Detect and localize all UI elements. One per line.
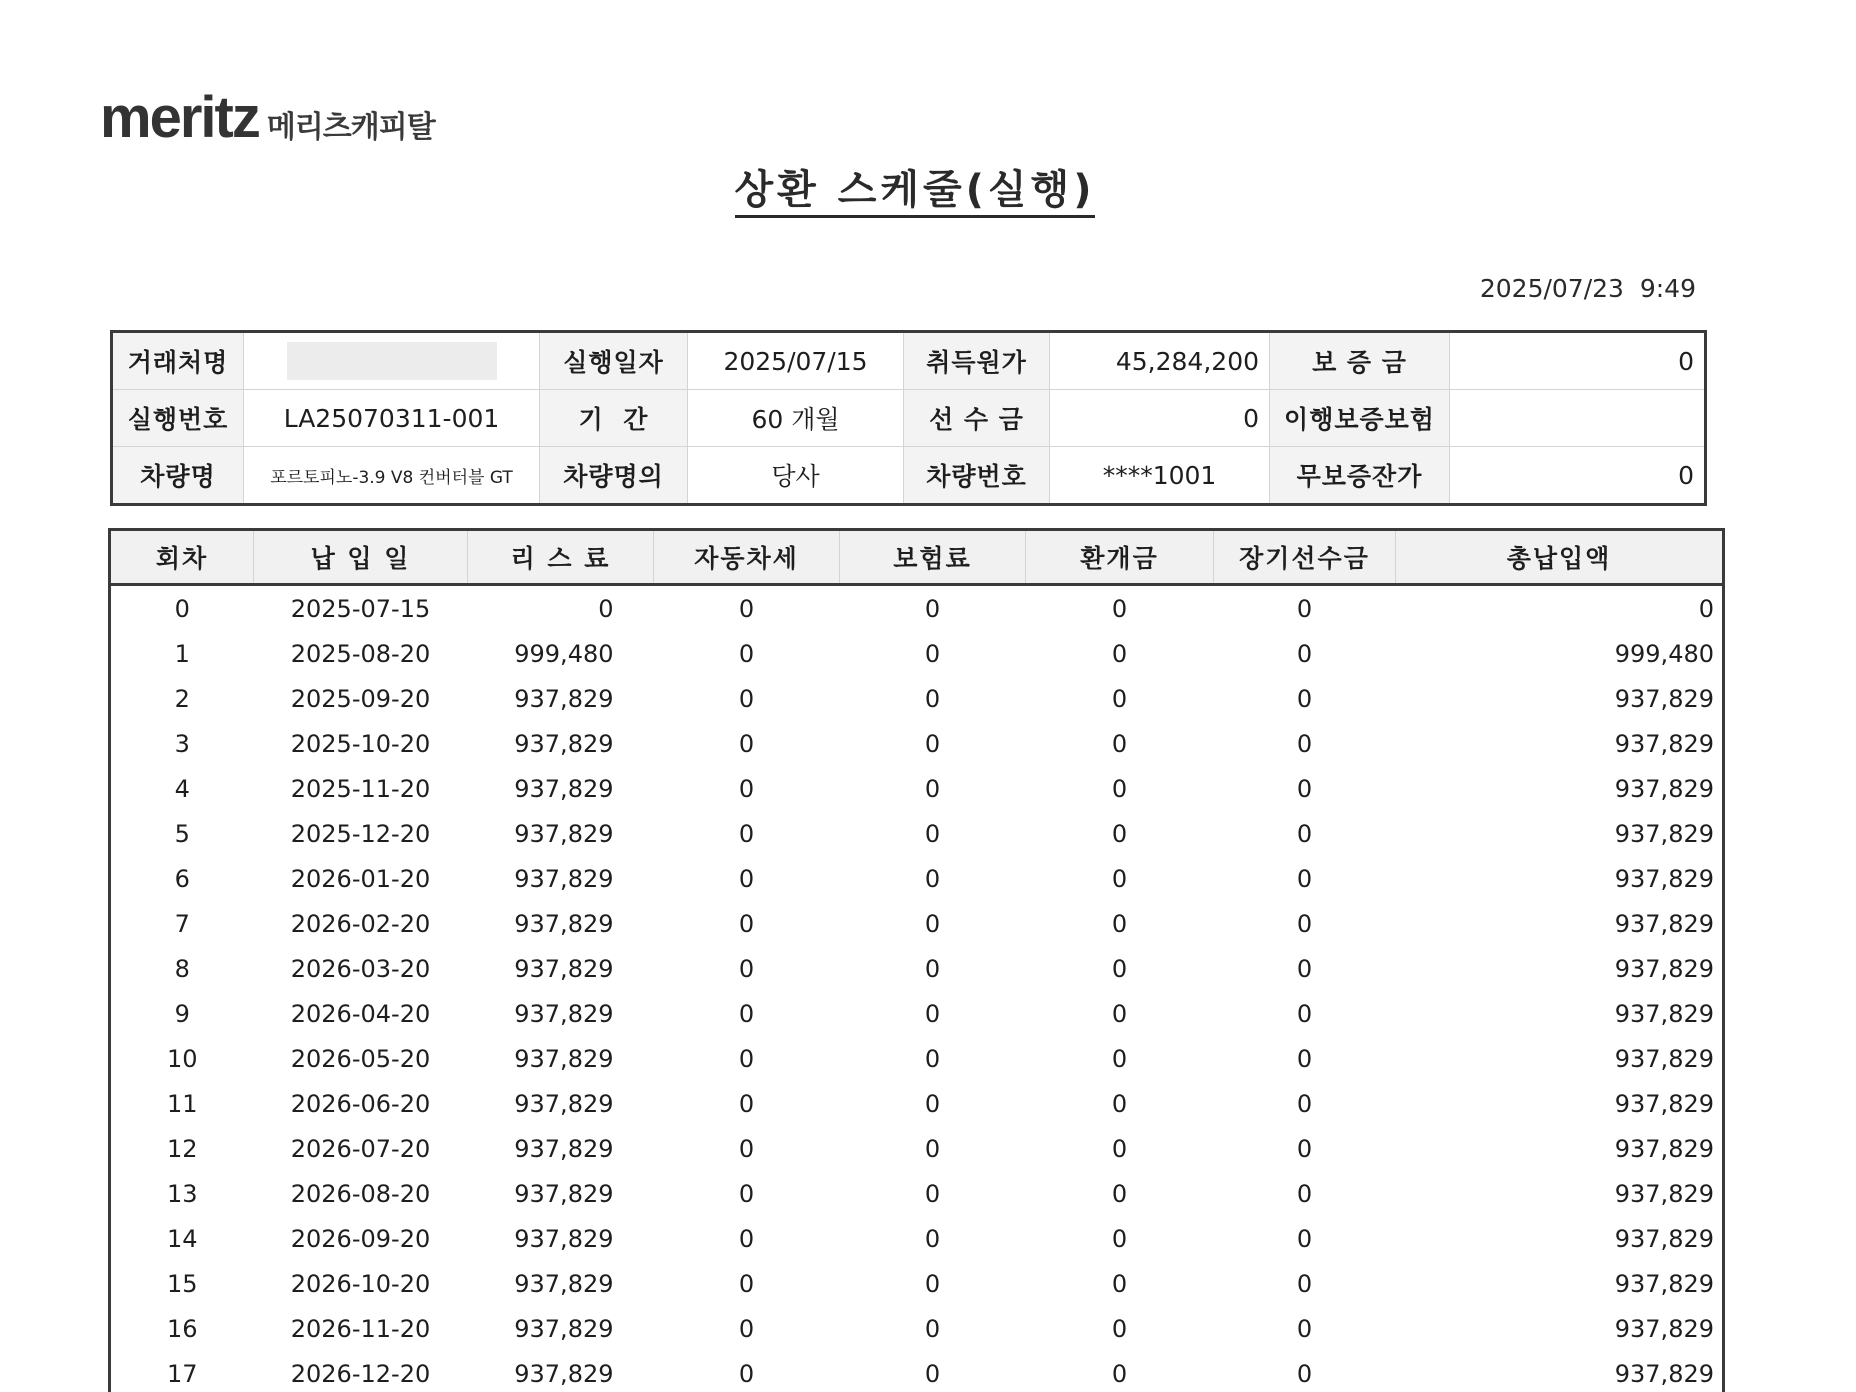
exec-date-label: 실행일자 [540,332,688,390]
cell-car-tax: 0 [738,1224,755,1253]
vehicle-name-label: 차량명 [112,447,244,505]
advance-value: 0 [1050,390,1270,447]
cell-total-payment: 937,829 [1614,774,1714,803]
cell-payment-date: 2026-05-20 [290,1044,431,1073]
cell-lease-fee: 937,829 [514,1179,614,1208]
cell-long-term-advance: 0 [1296,1269,1313,1298]
cell-refund: 0 [1111,1044,1128,1073]
cell-lease-fee: 937,829 [514,864,614,893]
cell-payment-date: 2025-12-20 [290,819,431,848]
cell-refund: 0 [1111,729,1128,758]
cell-round: 1 [174,639,190,668]
col-header-insurance: 보험료 [840,530,1026,585]
cell-long-term-advance: 0 [1296,954,1313,983]
cell-total-payment: 937,829 [1614,1314,1714,1343]
cell-car-tax: 0 [738,954,755,983]
col-header-lease-fee: 리 스 료 [468,530,654,585]
info-row-2 [112,390,1706,447]
exec-no-value: LA25070311-001 [244,390,540,447]
document-title: 상환 스케줄(실행) [735,167,1096,218]
cell-lease-fee: 0 [598,594,614,623]
advance-label: 선 수 금 [904,390,1050,447]
cell-refund: 0 [1111,1224,1128,1253]
cell-refund: 0 [1111,1314,1128,1343]
cell-long-term-advance: 0 [1296,684,1313,713]
cell-refund: 0 [1111,954,1128,983]
cell-long-term-advance: 0 [1296,1179,1313,1208]
table-row [110,1351,1724,1392]
cell-round: 3 [174,729,190,758]
vehicle-owner-label: 차량명의 [540,447,688,505]
cell-long-term-advance: 0 [1296,594,1313,623]
cell-total-payment: 937,829 [1614,1269,1714,1298]
table-row [110,946,1724,991]
cell-total-payment: 937,829 [1614,864,1714,893]
cell-car-tax: 0 [738,774,755,803]
table-row [110,1306,1724,1351]
cell-refund: 0 [1111,1179,1128,1208]
cell-car-tax: 0 [738,864,755,893]
cell-payment-date: 2026-07-20 [290,1134,431,1163]
cell-insurance: 0 [924,774,941,803]
cell-lease-fee: 937,829 [514,819,614,848]
cell-refund: 0 [1111,909,1128,938]
cell-round: 7 [174,909,190,938]
cell-round: 12 [166,1134,198,1163]
cell-round: 5 [174,819,190,848]
table-row [110,1261,1724,1306]
info-row-3 [112,447,1706,505]
logo-wordmark: meritz [100,85,259,150]
term-label: 기 간 [540,390,688,447]
cell-round: 0 [174,594,190,623]
client-name-value [244,332,540,390]
cell-insurance: 0 [924,729,941,758]
cell-insurance: 0 [924,819,941,848]
deposit-label: 보 증 금 [1270,332,1450,390]
cell-refund: 0 [1111,999,1128,1028]
cell-car-tax: 0 [738,1269,755,1298]
cell-insurance: 0 [924,1179,941,1208]
cell-lease-fee: 937,829 [514,774,614,803]
table-row [110,901,1724,946]
cell-car-tax: 0 [738,729,755,758]
cell-car-tax: 0 [738,1359,755,1388]
table-row [110,1081,1724,1126]
cell-refund: 0 [1111,1134,1128,1163]
printed-timestamp: 2025/07/23 9:49 [1479,274,1696,303]
cell-insurance: 0 [924,909,941,938]
cell-round: 2 [174,684,190,713]
cell-long-term-advance: 0 [1296,729,1313,758]
cell-car-tax: 0 [738,639,755,668]
table-row [110,1171,1724,1216]
cell-long-term-advance: 0 [1296,909,1313,938]
cell-car-tax: 0 [738,1134,755,1163]
acq-cost-label: 취득원가 [904,332,1050,390]
cell-total-payment: 937,829 [1614,954,1714,983]
cell-refund: 0 [1111,1359,1128,1388]
cell-payment-date: 2025-10-20 [290,729,431,758]
cell-lease-fee: 937,829 [514,909,614,938]
cell-insurance: 0 [924,1359,941,1388]
cell-lease-fee: 937,829 [514,729,614,758]
cell-round: 16 [166,1314,198,1343]
table-row [110,811,1724,856]
schedule-body [110,585,1724,1392]
cell-long-term-advance: 0 [1296,1134,1313,1163]
term-value: 60 개월 [688,390,904,447]
cell-refund: 0 [1111,1089,1128,1118]
cell-total-payment: 937,829 [1614,1089,1714,1118]
cell-long-term-advance: 0 [1296,1044,1313,1073]
col-header-total-payment: 총납입액 [1396,530,1724,585]
cell-total-payment: 937,829 [1614,999,1714,1028]
cell-round: 10 [166,1044,198,1073]
cell-total-payment: 937,829 [1614,1134,1714,1163]
cell-payment-date: 2026-09-20 [290,1224,431,1253]
cell-payment-date: 2025-09-20 [290,684,431,713]
cell-long-term-advance: 0 [1296,864,1313,893]
plate-number-label: 차량번호 [904,447,1050,505]
cell-refund: 0 [1111,684,1128,713]
cell-car-tax: 0 [738,1044,755,1073]
cell-car-tax: 0 [738,594,755,623]
cell-refund: 0 [1111,864,1128,893]
table-row [110,856,1724,901]
cell-long-term-advance: 0 [1296,1359,1313,1388]
guarantee-insurance-value [1450,390,1706,447]
table-row [110,1126,1724,1171]
cell-payment-date: 2026-06-20 [290,1089,431,1118]
cell-total-payment: 937,829 [1614,684,1714,713]
cell-payment-date: 2025-11-20 [290,774,431,803]
cell-lease-fee: 937,829 [514,1224,614,1253]
schedule-header-row [110,530,1724,585]
plate-number-value: ****1001 [1050,447,1270,505]
cell-lease-fee: 937,829 [514,1089,614,1118]
col-header-round: 회차 [110,530,254,585]
exec-no-label: 실행번호 [112,390,244,447]
vehicle-owner-value: 당사 [688,447,904,505]
table-row [110,991,1724,1036]
table-row [110,721,1724,766]
cell-car-tax: 0 [738,1314,755,1343]
residual-value-value: 0 [1450,447,1706,505]
cell-lease-fee: 937,829 [514,1314,614,1343]
cell-insurance: 0 [924,1314,941,1343]
cell-payment-date: 2026-12-20 [290,1359,431,1388]
cell-total-payment: 937,829 [1614,1044,1714,1073]
table-row [110,1216,1724,1261]
cell-round: 9 [174,999,190,1028]
info-row-1 [112,332,1706,390]
cell-long-term-advance: 0 [1296,999,1313,1028]
cell-insurance: 0 [924,639,941,668]
vehicle-name-value: 포르토피노-3.9 V8 컨버터블 GT [244,447,540,505]
cell-round: 15 [166,1269,198,1298]
cell-car-tax: 0 [738,819,755,848]
deposit-value: 0 [1450,332,1706,390]
cell-insurance: 0 [924,684,941,713]
acq-cost-value: 45,284,200 [1050,332,1270,390]
cell-long-term-advance: 0 [1296,819,1313,848]
table-row [110,766,1724,811]
cell-lease-fee: 937,829 [514,1359,614,1388]
cell-long-term-advance: 0 [1296,1314,1313,1343]
cell-total-payment: 0 [1698,594,1714,623]
cell-long-term-advance: 0 [1296,774,1313,803]
cell-lease-fee: 937,829 [514,999,614,1028]
document-title-wrap [0,158,1830,215]
cell-payment-date: 2026-08-20 [290,1179,431,1208]
cell-car-tax: 0 [738,1089,755,1118]
redacted-client-name [287,342,497,380]
cell-insurance: 0 [924,864,941,893]
cell-total-payment: 937,829 [1614,1179,1714,1208]
cell-refund: 0 [1111,1269,1128,1298]
cell-lease-fee: 937,829 [514,1044,614,1073]
cell-payment-date: 2026-01-20 [290,864,431,893]
repayment-schedule-table [108,528,1725,1392]
exec-date-value: 2025/07/15 [688,332,904,390]
cell-total-payment: 937,829 [1614,729,1714,758]
cell-total-payment: 937,829 [1614,819,1714,848]
cell-payment-date: 2025-07-15 [290,594,431,623]
cell-round: 6 [174,864,190,893]
col-header-refund: 환개금 [1026,530,1214,585]
residual-value-label: 무보증잔가 [1270,447,1450,505]
cell-insurance: 0 [924,1089,941,1118]
cell-payment-date: 2026-11-20 [290,1314,431,1343]
client-name-label: 거래처명 [112,332,244,390]
cell-insurance: 0 [924,1269,941,1298]
company-logo [100,84,435,151]
cell-insurance: 0 [924,1044,941,1073]
cell-round: 13 [166,1179,198,1208]
cell-car-tax: 0 [738,999,755,1028]
table-row [110,631,1724,676]
cell-long-term-advance: 0 [1296,1089,1313,1118]
cell-refund: 0 [1111,819,1128,848]
cell-round: 14 [166,1224,198,1253]
contract-info-table [110,330,1707,506]
cell-lease-fee: 999,480 [514,639,614,668]
cell-lease-fee: 937,829 [514,1269,614,1298]
cell-total-payment: 937,829 [1614,1224,1714,1253]
table-row [110,585,1724,632]
cell-car-tax: 0 [738,684,755,713]
col-header-long-term-advance: 장기선수금 [1214,530,1396,585]
cell-total-payment: 937,829 [1614,1359,1714,1388]
cell-refund: 0 [1111,639,1128,668]
cell-payment-date: 2026-04-20 [290,999,431,1028]
cell-payment-date: 2026-02-20 [290,909,431,938]
cell-insurance: 0 [924,954,941,983]
cell-insurance: 0 [924,594,941,623]
cell-refund: 0 [1111,774,1128,803]
cell-payment-date: 2026-03-20 [290,954,431,983]
cell-round: 4 [174,774,190,803]
cell-payment-date: 2026-10-20 [290,1269,431,1298]
cell-car-tax: 0 [738,909,755,938]
col-header-car-tax: 자동차세 [654,530,840,585]
cell-total-payment: 937,829 [1614,909,1714,938]
cell-long-term-advance: 0 [1296,1224,1313,1253]
table-row [110,1036,1724,1081]
cell-car-tax: 0 [738,1179,755,1208]
cell-insurance: 0 [924,1224,941,1253]
cell-lease-fee: 937,829 [514,954,614,983]
cell-insurance: 0 [924,1134,941,1163]
col-header-payment-date: 납 입 일 [254,530,468,585]
cell-lease-fee: 937,829 [514,684,614,713]
cell-long-term-advance: 0 [1296,639,1313,668]
cell-insurance: 0 [924,999,941,1028]
cell-lease-fee: 937,829 [514,1134,614,1163]
cell-total-payment: 999,480 [1614,639,1714,668]
cell-refund: 0 [1111,594,1128,623]
guarantee-insurance-label: 이행보증보험 [1270,390,1450,447]
cell-round: 17 [166,1359,198,1388]
cell-payment-date: 2025-08-20 [290,639,431,668]
logo-korean-name: 메리츠캐피탈 [266,110,435,145]
table-row [110,676,1724,721]
cell-round: 8 [174,954,190,983]
cell-round: 11 [166,1089,198,1118]
